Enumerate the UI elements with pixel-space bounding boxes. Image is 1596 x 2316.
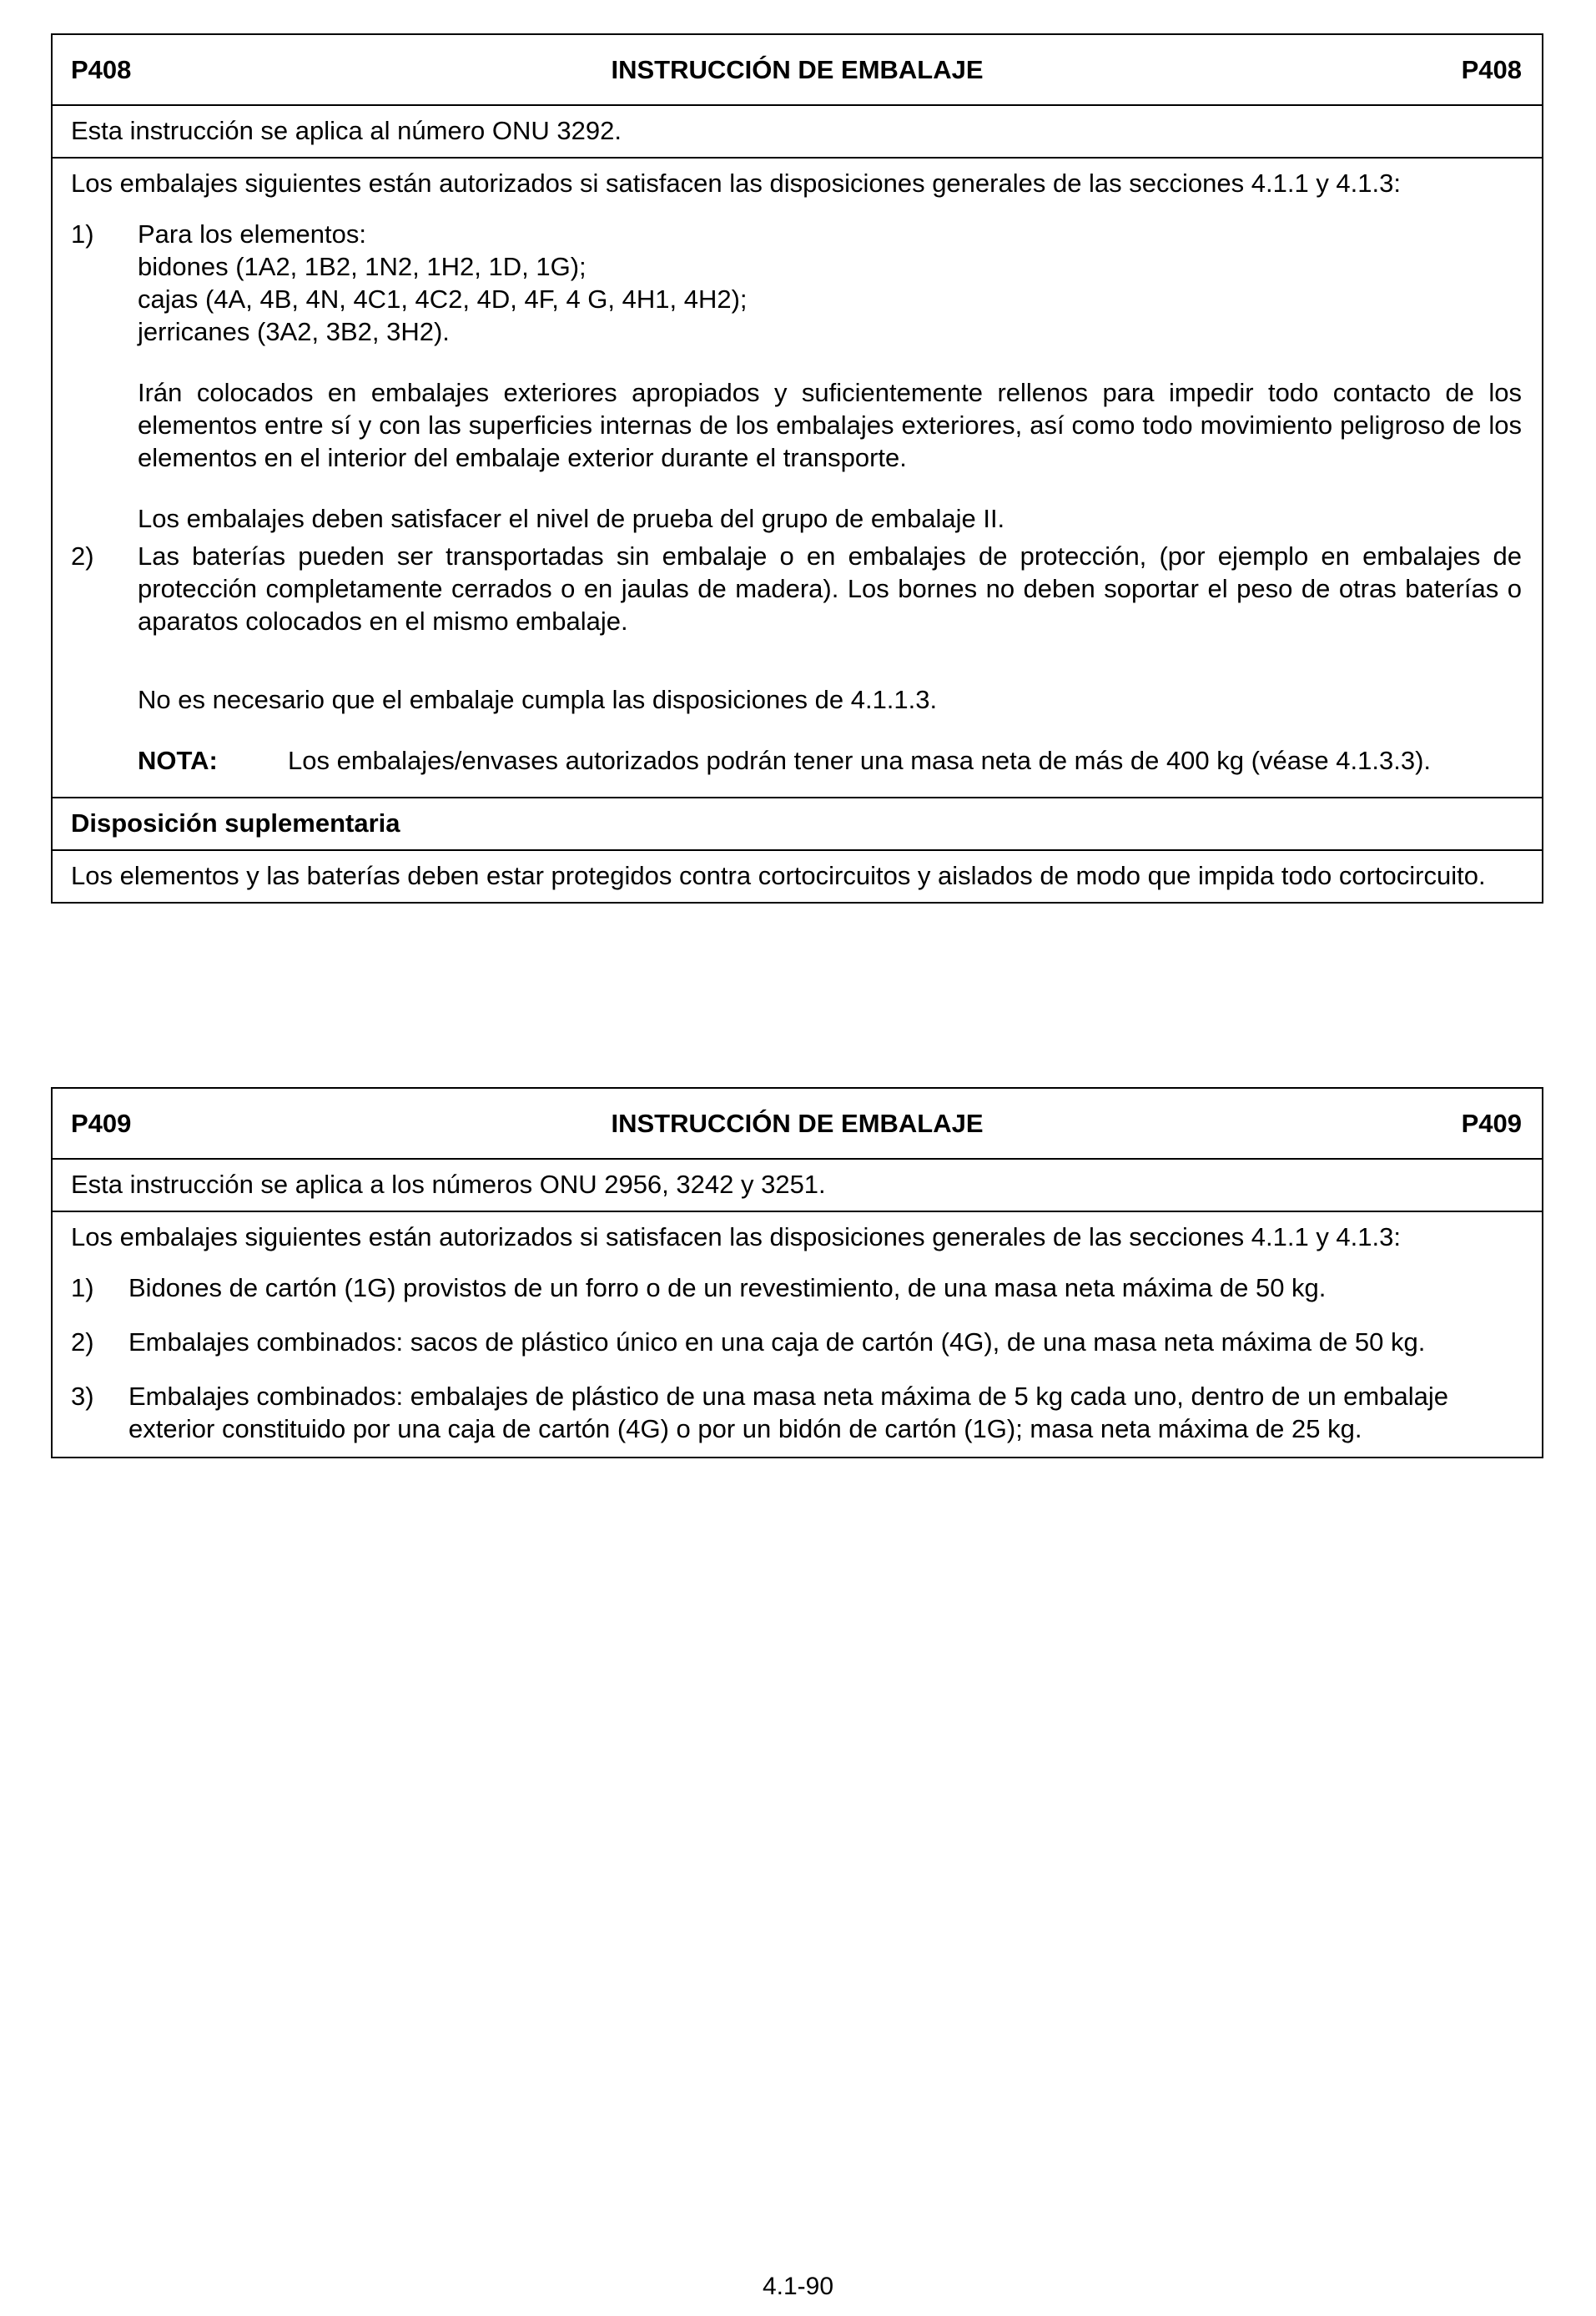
p408-nota (138, 744, 1522, 777)
p409-item-3-number: 3) (71, 1382, 94, 1411)
p408-item-2-number: 2) (71, 541, 94, 571)
p408-item-1-paragraph: Irán colocados en embalajes exteriores apropiados y suficientemente rellenos para impedir todo contacto de los elementos entre sí y con las superficies internas de los embalajes exteriores, así como todo movimiento peligroso de los elementos en el interior del embalaje exterior durante el transporte. (138, 378, 1522, 472)
p408-item-1-test-level: Los embalajes deben satisfacer el nivel de prueba del grupo de embalaje II. (138, 504, 1005, 533)
p408-title: INSTRUCCIÓN DE EMBALAJE (611, 55, 984, 84)
p409-code-left: P409 (71, 1109, 132, 1138)
p408-item-1-body (138, 218, 1522, 535)
p408-supp-text-row (53, 849, 1542, 902)
p409-table (51, 1087, 1543, 1458)
p408-item-1-line: cajas (4A, 4B, 4N, 4C1, 4C2, 4D, 4F, 4 G, 4H1, 4H2); (138, 284, 748, 314)
p408-item-2-text: Las baterías pueden ser transportadas sin embalaje o en embalajes de protección, (por ejemplo en embalajes de protección completamente cerrados o en jaulas de madera). Los bornes no deben soportar el peso de otras baterías o aparatos colocados en el mismo embalaje. (138, 541, 1522, 636)
p408-code-right: P408 (1461, 55, 1522, 84)
p408-applies-text: Esta instrucción se aplica al número ONU 3292. (71, 116, 622, 145)
p409-item-1-text: Bidones de cartón (1G) provistos de un forro o de un revestimiento, de una masa neta máxima de 50 kg. (128, 1273, 1327, 1302)
p409-intro: Los embalajes siguientes están autorizados si satisfacen las disposiciones generales de las secciones 4.1.1 y 4.1.3: (71, 1222, 1401, 1251)
p408-packagings-row (53, 157, 1542, 797)
p408-intro: Los embalajes siguientes están autorizados si satisfacen las disposiciones generales de las secciones 4.1.1 y 4.1.3: (71, 169, 1401, 198)
p409-item-3 (71, 1380, 1522, 1445)
p408-header-row (53, 35, 1542, 104)
p409-title: INSTRUCCIÓN DE EMBALAJE (611, 1109, 984, 1138)
p409-applies-row (53, 1158, 1542, 1211)
p408-code-left: P408 (71, 55, 132, 84)
p408-applies-row (53, 104, 1542, 157)
p408-nota-label: NOTA: (138, 746, 218, 775)
p408-nota-text: Los embalajes/envases autorizados podrán tener una masa neta de más de 400 kg (véase 4.1.3.3). (288, 746, 1432, 775)
p408-item-1-line: jerricanes (3A2, 3B2, 3H2). (138, 317, 450, 346)
p409-item-3-text: Embalajes combinados: embalajes de plástico de una masa neta máxima de 5 kg cada uno, dentro de un embalaje exterior constituido por una caja de cartón (4G) o por un bidón de cartón (1G); masa neta máxima de 25 kg. (128, 1382, 1448, 1443)
p408-supp-text: Los elementos y las baterías deben estar protegidos contra cortocircuitos y aislados de modo que impida todo cortocircuito. (71, 861, 1486, 890)
p409-header-row (53, 1089, 1542, 1158)
p408-item-1-number: 1) (71, 219, 94, 249)
p408-supp-heading: Disposición suplementaria (71, 808, 400, 838)
p409-item-1 (71, 1271, 1522, 1304)
page-number: 4.1-90 (762, 2273, 834, 2300)
p409-applies-text: Esta instrucción se aplica a los números ONU 2956, 3242 y 3251. (71, 1170, 826, 1199)
p408-item-1 (71, 218, 1522, 535)
p408-item-2-body (138, 540, 1522, 777)
p409-item-1-number: 1) (71, 1273, 94, 1302)
p408-item-2-paragraph: No es necesario que el embalaje cumpla las disposiciones de 4.1.1.3. (138, 685, 938, 714)
p409-item-2 (71, 1326, 1522, 1358)
p409-code-right: P409 (1461, 1109, 1522, 1138)
p408-item-1-line: Para los elementos: (138, 219, 366, 249)
p408-supp-heading-row (53, 797, 1542, 849)
p409-packagings-row (53, 1211, 1542, 1457)
p408-table (51, 33, 1543, 904)
p409-item-2-number: 2) (71, 1327, 94, 1357)
p408-item-2 (71, 540, 1522, 777)
p408-item-1-line: bidones (1A2, 1B2, 1N2, 1H2, 1D, 1G); (138, 252, 587, 281)
p409-item-2-text: Embalajes combinados: sacos de plástico único en una caja de cartón (4G), de una masa neta máxima de 50 kg. (128, 1327, 1426, 1357)
